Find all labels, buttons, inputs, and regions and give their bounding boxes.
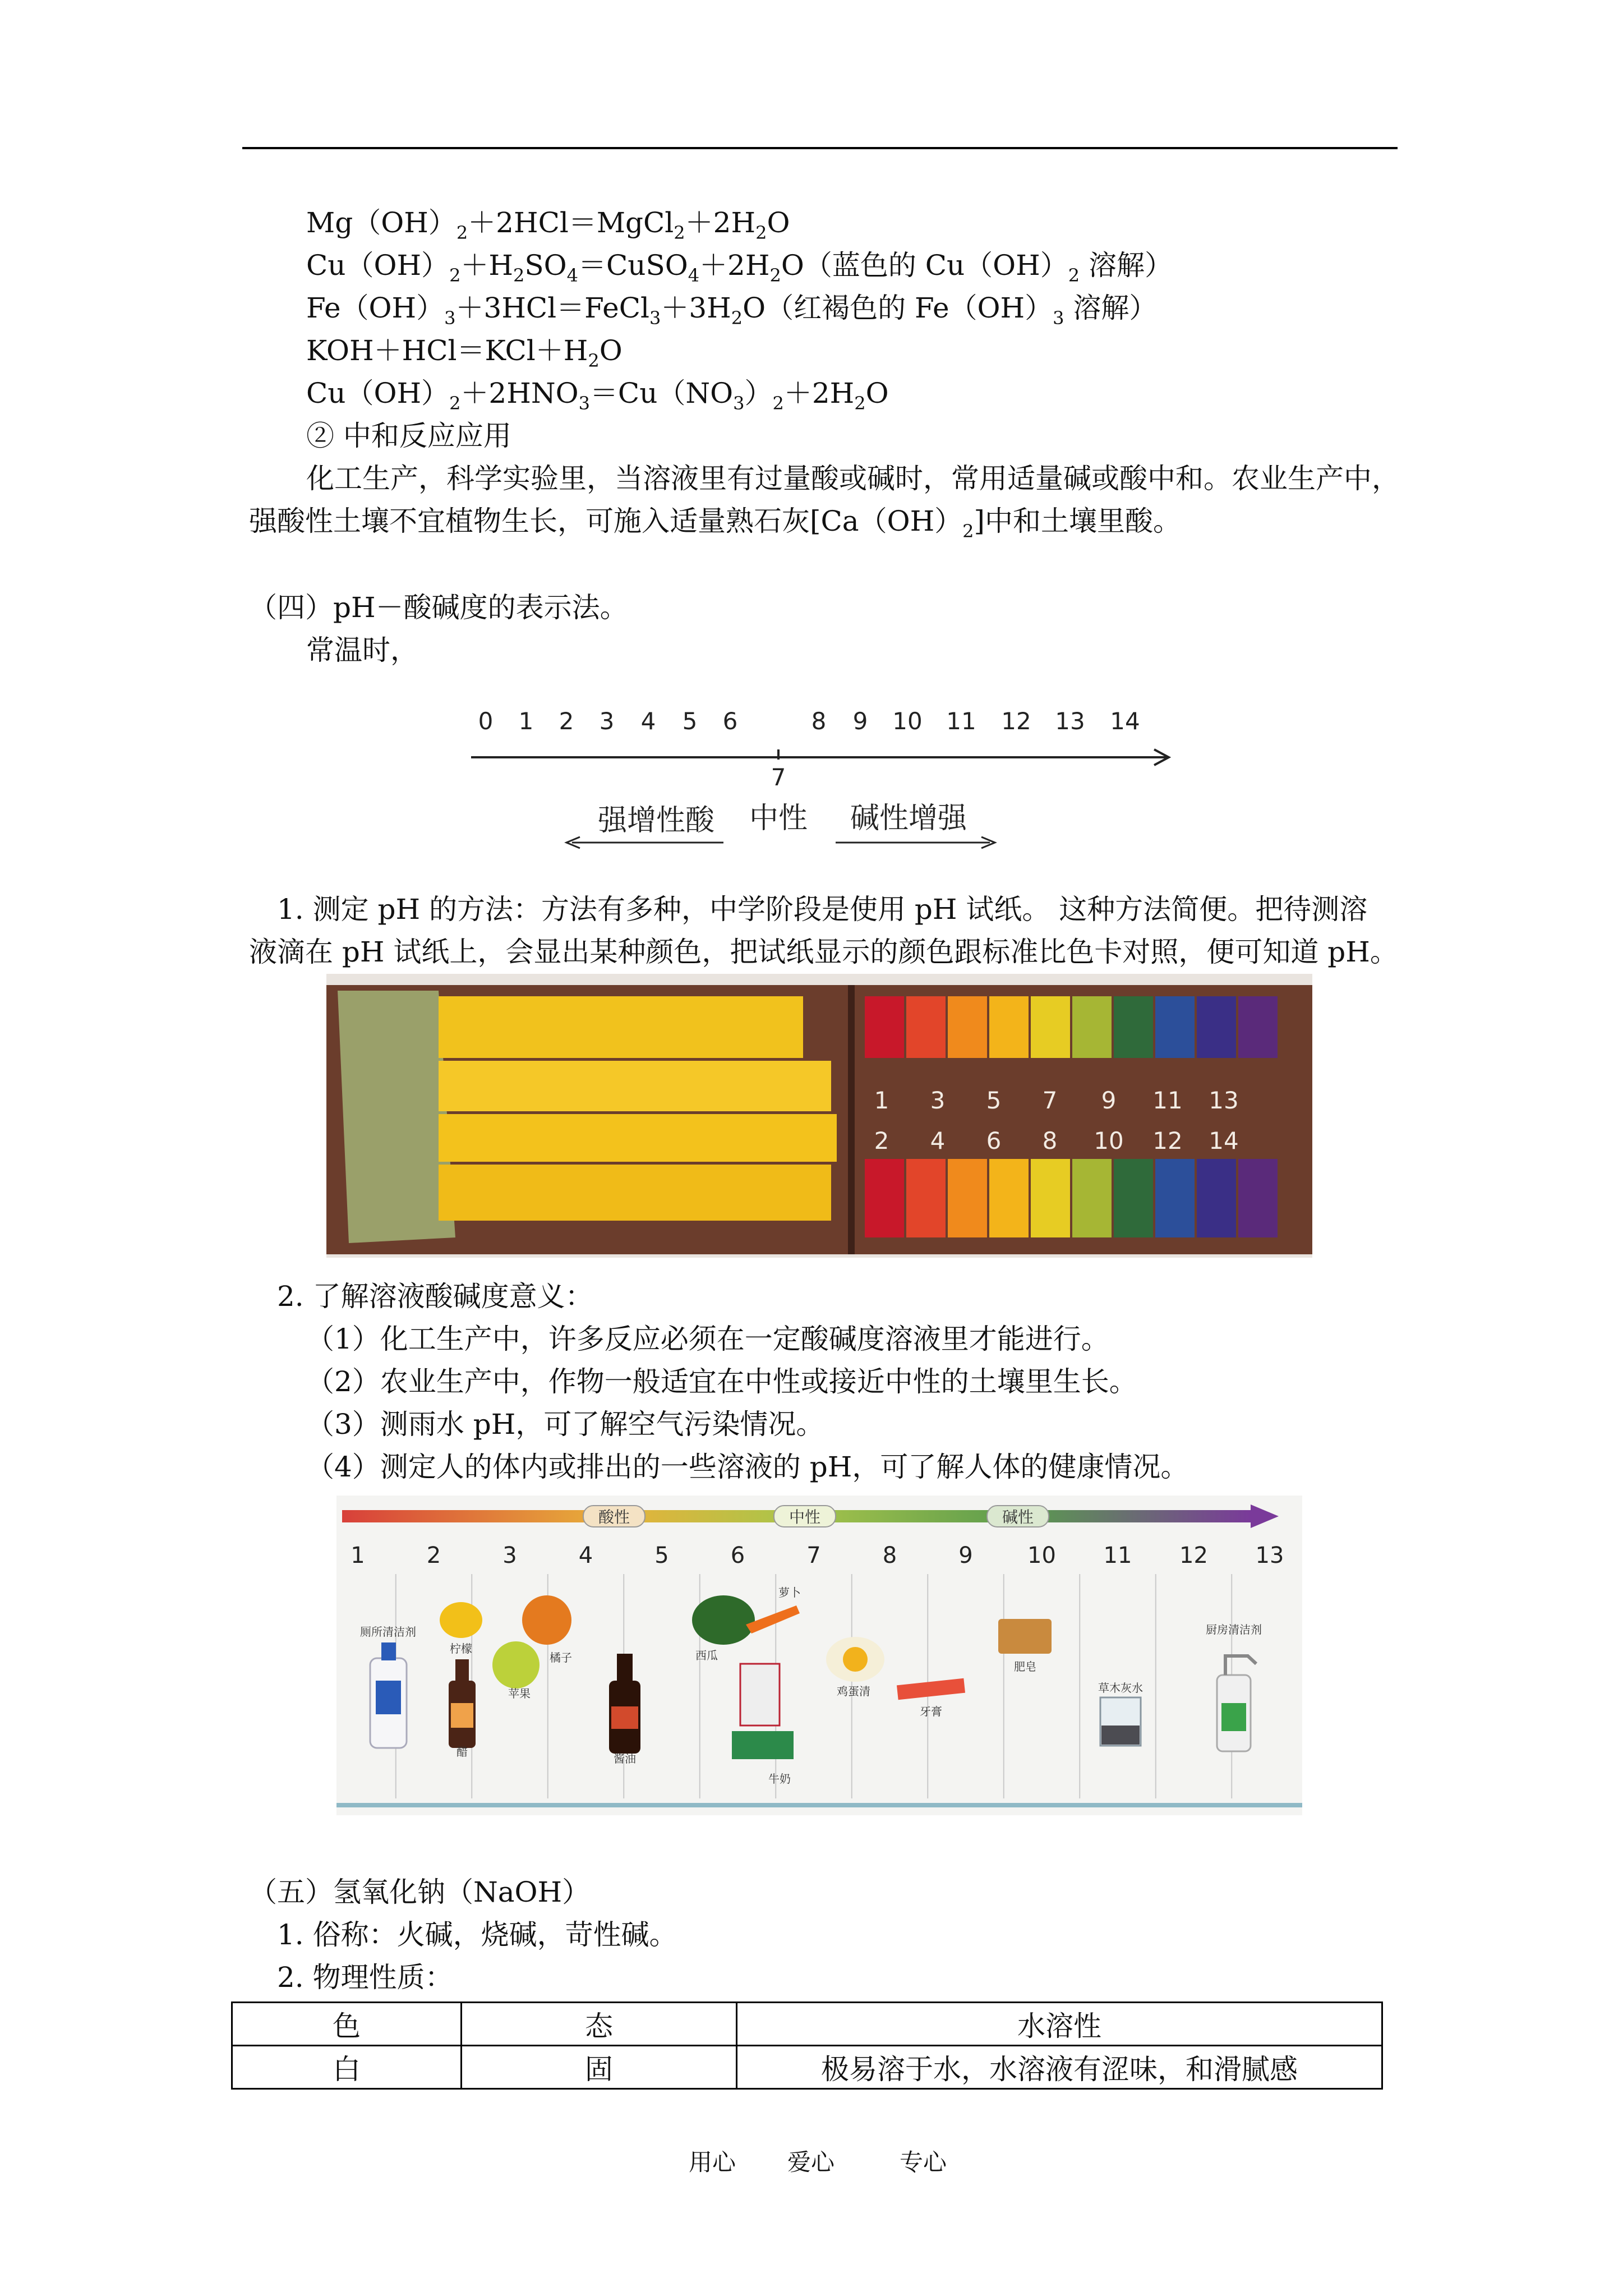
band-label-text: 碱性 [1002,1508,1034,1526]
color-card-number: 14 [1209,1127,1239,1154]
color-card-number: 8 [1042,1127,1058,1154]
significance-heading: 2. 了解溶液酸碱度意义： [277,1280,593,1313]
subscript: 3 [1053,307,1064,329]
color-card-number: 1 [874,1087,889,1114]
naoh-properties-table [231,2001,1383,2090]
subscript: 2 [513,265,525,286]
ph-tick-label: 14 [1110,707,1140,735]
text-segment: ]中和土壤里酸。 [974,505,1182,537]
ph-chart-item-label: 鸡蛋清 [837,1685,870,1698]
color-card-number: 4 [930,1127,946,1154]
ph-scale-figure [449,701,1189,869]
subscript: 4 [688,265,700,286]
text-segment: 强酸性土壤不宜植物生长，可施入适量熟石灰[Ca（OH） [249,505,963,537]
ph-tick-label: 12 [1001,707,1031,735]
subscript: 2 [449,265,461,286]
naoh-common-names: 1. 俗称：火碱，烧碱，苛性碱。 [277,1918,677,1951]
section4-intro: 常温时， [306,634,418,666]
neutral-app-para-line2 [249,501,1181,541]
color-card-number: 10 [1094,1127,1124,1154]
table-header-row [232,2003,1382,2046]
egg-white-icon [826,1637,884,1682]
color-swatch [1155,996,1195,1058]
ph-tick-label: 4 [640,707,656,735]
significance-item-4: （4）测定人的体内或排出的一些溶液的 pH，可了解人体的健康情况。 [306,1451,1189,1483]
subscript: 2 [755,222,767,243]
toilet-cleaner-bottle-icon [370,1642,407,1748]
ph-paper-illustration [326,974,1312,1258]
neutral-label: 中性 [749,802,808,835]
ph-chart-number: 4 [578,1543,593,1568]
section4-heading: （四）pH－酸碱度的表示法。 [249,591,628,624]
band-label-text: 中性 [789,1508,821,1526]
equation-line: $Cu(OH)_2+2HNO_3=Cu(NO_3)_2+2H_2O$ [306,377,889,414]
equation-line: $Fe(OH)_3+3HCl=FeCl_3+3H_2O$（红褐色的 $Fe(OH)_3$ 溶解） [306,292,1158,329]
orange-icon [522,1595,571,1645]
table-header-cell: 色 [232,2003,462,2046]
table-cell: 白 [232,2046,462,2089]
subscript: 2 [772,393,784,414]
ph-seven-label: 7 [771,763,786,791]
subscript: 4 [566,265,578,286]
method-line2: 液滴在 pH 试纸上，会显出某种颜色，把试纸显示的颜色跟标准比色卡对照，便可知道 pH。 [249,936,1398,968]
ph-chart-item-labels [360,1586,1262,1786]
ph-chart-item-label: 柠檬 [450,1642,472,1655]
subscript: 2 [1068,265,1080,286]
table-cell: 固 [462,2046,737,2089]
chart-bottom-bar [336,1803,1302,1807]
watermelon-icon [692,1595,755,1645]
ph-chart-number: 5 [654,1543,669,1568]
footer-word: 爱心 [787,2148,835,2176]
subscript: 2 [962,521,974,542]
ph-chart-number: 13 [1255,1543,1284,1568]
color-card-number: 7 [1042,1087,1058,1114]
footer-word: 专心 [900,2148,947,2176]
ph-chart-number: 7 [806,1543,821,1568]
header-rule [242,147,1398,149]
significance-item-1: （1）化工生产中，许多反应必须在一定酸碱度溶液里才能进行。 [306,1323,1109,1355]
ph-tick-label: 1 [518,707,534,735]
color-swatch [1238,996,1278,1058]
ph-chart-item-label: 酱油 [614,1752,636,1765]
color-swatch [948,996,987,1058]
soy-sauce-bottle-icon [609,1654,640,1754]
ph-chart-item-label: 苹果 [508,1687,531,1700]
ph-chart-item-label: 肥皂 [1014,1660,1036,1673]
ph-tick-label: 8 [811,707,827,735]
color-swatch [1114,1159,1153,1237]
test-strip [439,1165,831,1221]
ph-tick-label: 6 [722,707,738,735]
table-row [232,2046,1382,2089]
ph-chart-item-label: 西瓜 [695,1649,718,1662]
ph-chart-item-label: 萝卜 [778,1586,801,1599]
ph-chart-item-label: 厕所清洁剂 [360,1625,416,1639]
color-card-number: 13 [1209,1087,1239,1114]
equation-line: $Cu(OH)_2+H_2SO_4=CuSO_4+2H_2O$（蓝色的 $Cu(OH)_2$ 溶解） [306,249,1173,286]
ph-chart-number: 9 [958,1543,973,1568]
apple-icon [492,1641,540,1688]
acid-label: 强增性酸 [597,804,715,838]
color-swatch [948,1159,987,1237]
ph-chart-item-label: 厨房清洁剂 [1206,1623,1262,1636]
kitchen-cleaner-spray-icon [1217,1656,1256,1751]
ph-chart-item-label: 橘子 [550,1651,572,1664]
ph-chart-number: 2 [426,1543,441,1568]
ph-chart-item-label: 草木灰水 [1098,1681,1143,1695]
subscript: 3 [733,393,745,414]
paper-pack-cover [338,991,455,1243]
neutral-app-heading: ② 中和反应应用 [306,420,511,452]
ph-substances-chart [336,1496,1302,1815]
ph-scale-ticks [478,707,1140,735]
ph-chart-numbers [351,1543,1284,1568]
test-strip [439,1061,831,1111]
base-label: 碱性增强 [850,802,967,835]
section5-heading: （五）氢氧化钠（NaOH） [249,1876,591,1908]
subscript: 2 [449,393,461,414]
color-card-number: 12 [1152,1127,1183,1154]
color-swatch [865,996,904,1058]
color-swatch [906,996,946,1058]
subscript: 2 [456,222,468,243]
ph-chart-item-label: 牛奶 [768,1772,791,1786]
lemon-icon [440,1602,482,1638]
band-label-base [987,1506,1049,1527]
band-label-neutral [774,1506,836,1527]
card-fold [848,985,855,1254]
table-header-cell: 水溶性 [737,2003,1382,2046]
color-card-number: 5 [986,1087,1002,1114]
ph-chart-number: 3 [502,1543,517,1568]
ph-tick-label: 2 [559,707,574,735]
ph-chart-number: 12 [1179,1543,1208,1568]
ph-chart-number: 8 [882,1543,897,1568]
color-swatch [1031,996,1070,1058]
color-swatch [1155,1159,1195,1237]
subscript: 2 [769,265,781,286]
color-card-number: 2 [874,1127,889,1154]
neutral-app-para-line1: 化工生产，科学实验里，当溶液里有过量酸或碱时，常用适量碱或酸中和。农业生产中， [306,462,1400,495]
color-swatch [1031,1159,1070,1237]
color-swatch [1238,1159,1278,1237]
ph-chart-item-label: 牙膏 [920,1705,942,1718]
color-swatch [1114,996,1153,1058]
table-cell: 极易溶于水，水溶液有涩味，和滑腻感 [737,2046,1382,2089]
test-strip [439,1114,837,1162]
band-label-acid [583,1506,645,1527]
ph-tick-label: 13 [1055,707,1085,735]
significance-item-2: （2）农业生产中，作物一般适宜在中性或接近中性的土壤里生长。 [306,1365,1137,1398]
ph-chart-number: 6 [730,1543,745,1568]
ph-tick-label: 5 [682,707,698,735]
band-label-text: 酸性 [598,1508,630,1526]
color-card-number: 9 [1101,1087,1117,1114]
ph-tick-label: 11 [946,707,976,735]
soap-icon [998,1619,1052,1654]
ph-tick-label: 0 [478,707,494,735]
color-card-number: 6 [986,1127,1002,1154]
test-strip [439,996,803,1058]
subscript: 2 [854,393,866,414]
ph-paper-photo [326,974,1312,1258]
color-swatch [1072,996,1112,1058]
color-card-number: 3 [930,1087,946,1114]
milk-carton-icon [732,1664,794,1759]
subscript: 3 [578,393,590,414]
ph-tick-label: 9 [852,707,868,735]
color-swatch [1197,996,1236,1058]
ph-substances-illustration [336,1496,1302,1815]
color-swatch [1197,1159,1236,1237]
subscript: 2 [731,307,743,329]
color-card-number: 11 [1152,1087,1183,1114]
plant-ash-water-beaker-icon [1100,1697,1141,1746]
significance-item-3: （3）测雨水 pH，可了解空气污染情况。 [306,1408,824,1441]
method-line1: 1. 测定 pH 的方法：方法有多种，中学阶段是使用 pH 试纸。 这种方法简便。把待测溶 [277,893,1368,926]
ph-chart-item-label: 醋 [457,1745,468,1759]
ph-chart-number: 11 [1103,1543,1132,1568]
ph-chart-number: 10 [1027,1543,1056,1568]
naoh-physical-heading: 2. 物理性质： [277,1961,453,1994]
color-swatch [989,1159,1029,1237]
equation-line: $Mg(OH)_2+2HCl=MgCl_2+2H_2O$ [306,206,790,243]
ph-gradient-arrowhead [1251,1504,1279,1528]
footer-word: 用心 [689,2148,736,2176]
toothpaste-icon [897,1678,965,1700]
color-swatch [865,1159,904,1237]
table-header-cell: 态 [462,2003,737,2046]
color-swatch [1072,1159,1112,1237]
subscript: 3 [444,307,456,329]
ph-tick-label: 3 [599,707,615,735]
ph-chart-number: 1 [351,1543,365,1568]
color-swatch [989,996,1029,1058]
color-swatch [906,1159,946,1237]
subscript: 3 [649,307,661,329]
equation-line: $KOH+HCl=KCl+H_2O$ [306,334,623,371]
ph-tick-label: 10 [892,707,923,735]
subscript: 2 [588,350,600,371]
subscript: 2 [674,222,685,243]
